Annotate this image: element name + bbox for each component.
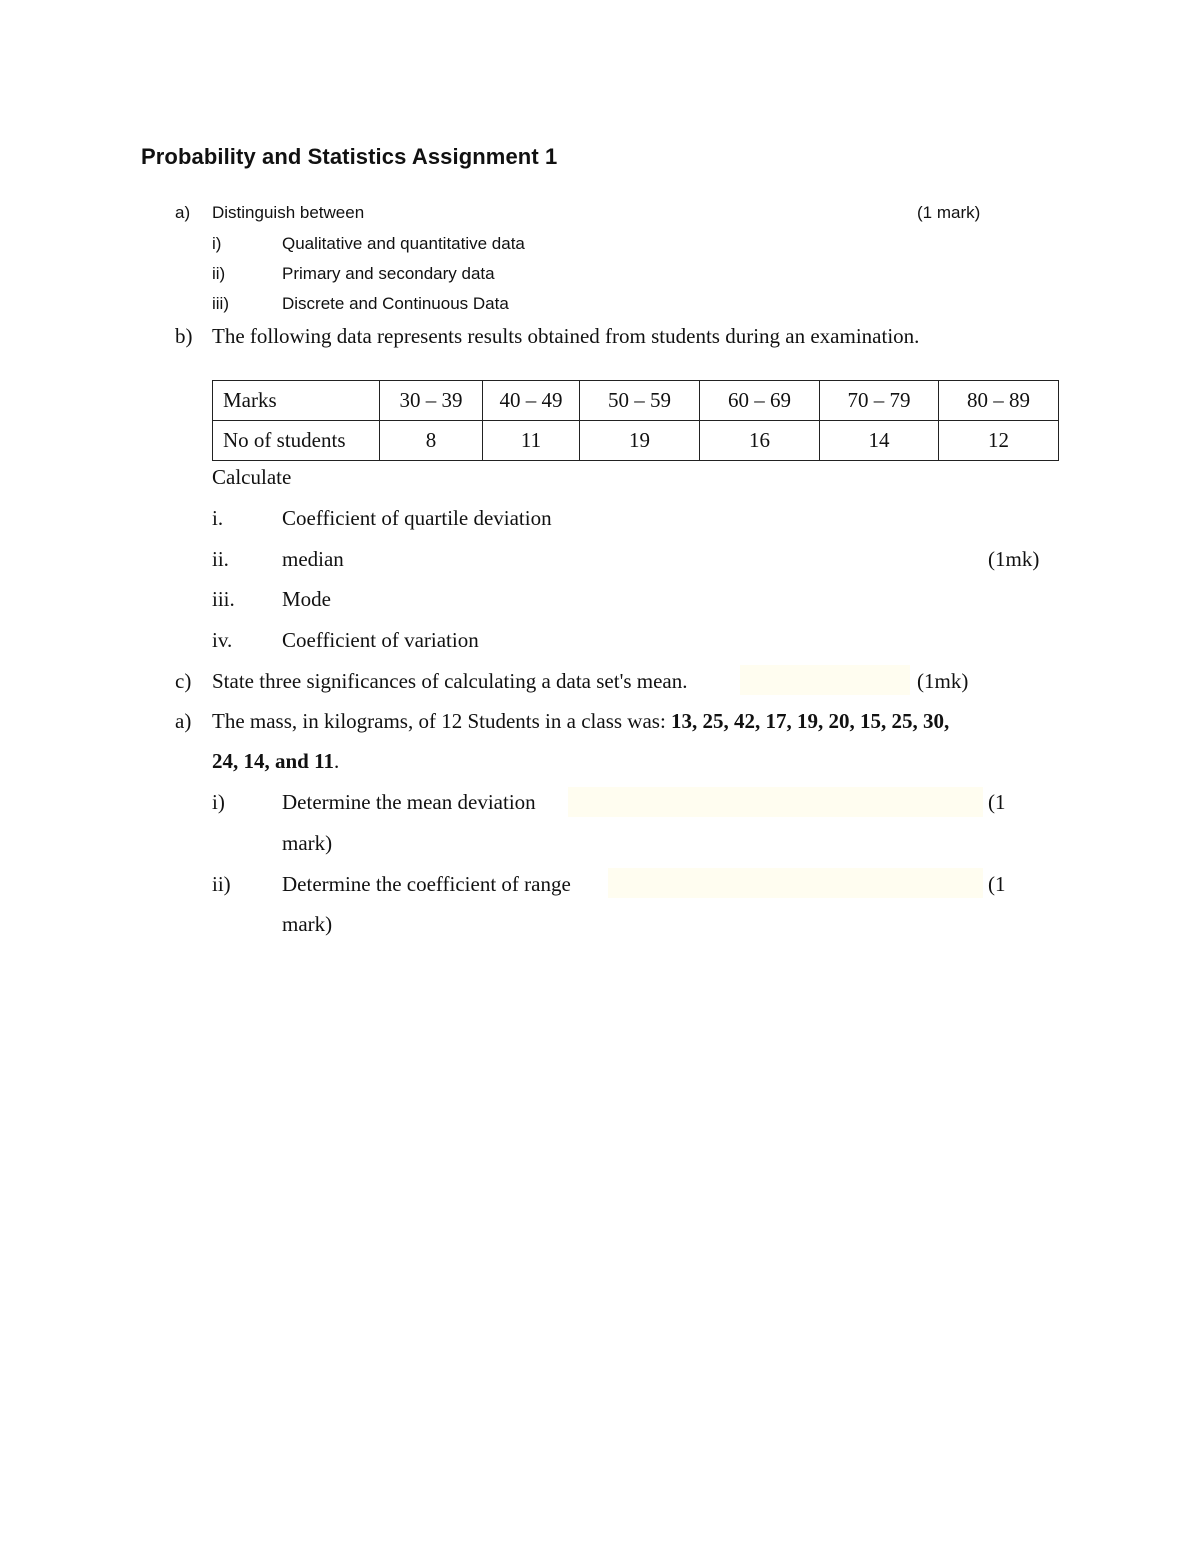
section-b-item-num: i.	[212, 506, 224, 530]
section-a-text: Distinguish between	[212, 203, 365, 222]
section-a-marks: (1 mark)	[917, 203, 981, 222]
section-d-marker: a)	[175, 709, 192, 733]
section-a-item-num: iii)	[212, 294, 229, 313]
section-d-item-marks: (1	[988, 790, 1006, 814]
table-cell: 70 – 79	[820, 381, 939, 421]
table-row	[213, 421, 1059, 461]
section-d-item-marks-cont: mark)	[282, 831, 333, 855]
section-a-item-num: ii)	[212, 264, 226, 283]
section-a-item-text: Qualitative and quantitative data	[282, 234, 525, 253]
table-cell: 12	[939, 421, 1059, 461]
section-b-item-text: Mode	[282, 587, 331, 611]
table-cell: 40 – 49	[483, 381, 580, 421]
highlight-shading	[740, 665, 910, 695]
section-d-line1	[212, 709, 949, 734]
mass-values-line1: 13, 25, 42, 17, 19, 20, 15, 25, 30,	[671, 709, 950, 733]
section-d-line2	[212, 749, 339, 774]
period: .	[333, 749, 340, 773]
section-c-marks: (1mk)	[917, 669, 969, 693]
table-row	[213, 381, 1059, 421]
section-d-item-num: ii)	[212, 872, 231, 896]
section-b-item-text: median	[282, 547, 344, 571]
table-cell: 50 – 59	[580, 381, 700, 421]
section-b-item-num: iii.	[212, 587, 235, 611]
table-cell: 14	[820, 421, 939, 461]
section-b-item-num: iv.	[212, 628, 233, 652]
marks-frequency-table	[212, 380, 1059, 461]
section-a-item-text: Discrete and Continuous Data	[282, 294, 509, 313]
table-row-label: Marks	[213, 381, 380, 421]
table-cell: 19	[580, 421, 700, 461]
section-b-item-marks: (1mk)	[988, 547, 1040, 571]
section-b-marker: b)	[175, 324, 193, 348]
table-cell: 8	[380, 421, 483, 461]
section-d-item-num: i)	[212, 790, 225, 814]
table-cell: 60 – 69	[700, 381, 820, 421]
table-cell: 16	[700, 421, 820, 461]
highlight-shading	[568, 787, 983, 817]
section-c-marker: c)	[175, 669, 192, 693]
table-cell: 30 – 39	[380, 381, 483, 421]
section-d-item-marks: (1	[988, 872, 1006, 896]
section-d-item-text: Determine the mean deviation	[282, 790, 536, 814]
section-a-item-num: i)	[212, 234, 222, 253]
table-cell: 80 – 89	[939, 381, 1059, 421]
section-a-marker: a)	[175, 203, 191, 222]
table-cell: 11	[483, 421, 580, 461]
calculate-label: Calculate	[212, 465, 292, 489]
section-b-item-num: ii.	[212, 547, 229, 571]
section-b-text: The following data represents results obtained from students during an examination.	[212, 324, 920, 348]
page-title: Probability and Statistics Assignment 1	[141, 144, 558, 169]
section-d-item-marks-cont: mark)	[282, 912, 333, 936]
section-d-text: The mass, in kilograms, of 12 Students in a class was:	[212, 709, 666, 733]
highlight-shading	[608, 868, 983, 898]
section-a-item-text: Primary and secondary data	[282, 264, 495, 283]
section-b-item-text: Coefficient of variation	[282, 628, 479, 652]
table-row-label: No of students	[213, 421, 380, 461]
mass-values-line2: 24, 14, and 11	[212, 749, 334, 773]
section-d-item-text: Determine the coefficient of range	[282, 872, 571, 896]
section-b-item-text: Coefficient of quartile deviation	[282, 506, 552, 530]
section-c-text: State three significances of calculating a data set's mean.	[212, 669, 688, 693]
